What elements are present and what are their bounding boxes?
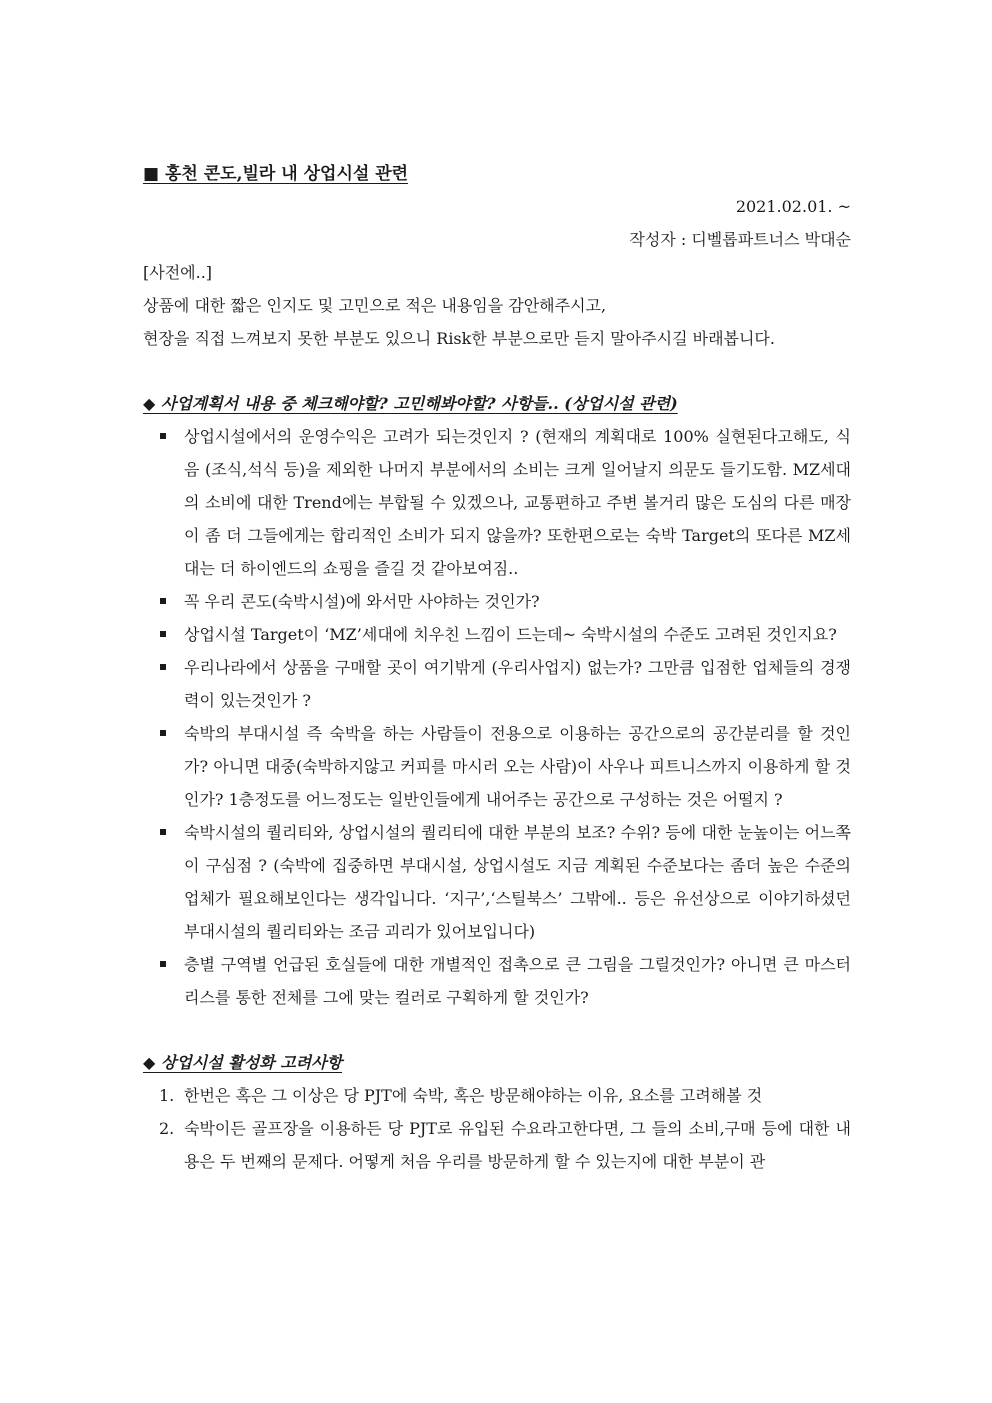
square-bullet-icon [160,598,166,604]
list-item [143,1112,851,1178]
document-title: ■ 홍천 콘도,빌라 내 상업시설 관련 [143,164,409,184]
list-item [143,816,851,948]
square-bullet-icon [160,433,166,439]
list-item-text: 우리나라에서 상품을 구매할 곳이 여기밖게 (우리사업지) 없는가? 그만큼 입점한 업체들의 경쟁력이 있는것인가 ? [184,658,851,710]
list-item [143,585,851,618]
list-item-text: 상업시설에서의 운영수익은 고려가 되는것인지 ? (현재의 계획대로 100% 실현된다고해도, 식음 (조식,석식 등)을 제외한 나머지 부분에서의 소비는 크게 일어날지 의문도 들기도함. MZ세대의 소비에 대한 Trend에는 부합될 수 있겠으나, 교통편하고 주변 볼거리 많은 도심의 다른 매장이 좀 더 그들에게는 합리적인 소비가 되지 않을까? 또한편으로는 숙박 Target의 또다른 MZ세대는 더 하이엔드의 쇼핑을 즐길 것 같아보여짐.. [184,427,851,578]
list-item-number: 1. [159,1086,175,1105]
list-item [143,618,851,651]
document-page [143,158,851,1178]
square-bullet-icon [160,961,166,967]
list-item [143,1079,851,1112]
checkpoint-list [143,420,851,1014]
list-item-text: 한번은 혹은 그 이상은 당 PJT에 숙박, 혹은 방문해야하는 이유, 요소를 고려해볼 것 [184,1086,763,1105]
square-bullet-icon [160,664,166,670]
list-item-text: 상업시설 Target이 ‘MZ’세대에 치우친 느낌이 드는데~ 숙박시설의 수준도 고려된 것인지요? [184,625,837,644]
list-item-text: 꼭 우리 콘도(숙박시설)에 와서만 사야하는 것인가? [184,592,540,611]
list-item-text: 숙박의 부대시설 즉 숙박을 하는 사람들이 전용으로 이용하는 공간으로의 공간분리를 할 것인가? 아니면 대중(숙박하지않고 커피를 마시러 오는 사람)이 사우나 피트니스까지 이용하게 할 것인가? 1층정도를 어느정도는 일반인들에게 내어주는 공간으로 구성하는 것은 어떨지 ? [184,724,851,809]
list-item [143,948,851,1014]
list-item [143,420,851,585]
square-bullet-icon [160,730,166,736]
section-heading-activation: ◆ 상업시설 활성화 고려사항 [143,1053,343,1072]
document-date: 2021.02.01. ~ [735,197,851,216]
square-bullet-icon [160,631,166,637]
document-author: 작성자 : 디벨롭파트너스 박대순 [629,230,851,249]
spacer [143,355,851,387]
list-item-text: 숙박시설의 퀄리티와, 상업시설의 퀄리티에 대한 부분의 보조? 수위? 등에 대한 눈높이는 어느쪽이 구심점 ? (숙박에 집중하면 부대시설, 상업시설도 지금 계획된 수준보다는 좀더 높은 수준의 업체가 필요해보인다는 생각입니다. ‘지구’,‘스틸북스’ 그밖에.. 등은 유선상으로 이야기하셨던 부대시설의 퀄리티와는 조금 괴리가 있어보입니다) [184,823,851,941]
square-bullet-icon [160,829,166,835]
preface-label: [사전에..] [143,263,213,282]
list-item [143,651,851,717]
preface-line: 현장을 직접 느껴보지 못한 부분도 있으니 Risk한 부분으로만 듣지 말아주시길 바래봅니다. [143,329,775,348]
list-item-text: 숙박이든 골프장을 이용하든 당 PJT로 유입된 수요라고한다면, 그 들의 소비,구매 등에 대한 내용은 두 번째의 문제다. 어떻게 처음 우리를 방문하게 할 수 있는지에 대한 부분이 관 [184,1119,851,1171]
section-heading-checkpoints: ◆ 사업계획서 내용 중 체크해야할? 고민해봐야할? 사항들.. (상업시설 관련) [143,394,678,413]
list-item-text: 층별 구역별 언급된 호실들에 대한 개별적인 접촉으로 큰 그림을 그릴것인가? 아니면 큰 마스터리스를 통한 전체를 그에 맞는 컬러로 구획하게 할 것인가? [184,955,851,1007]
preface-line: 상품에 대한 짧은 인지도 및 고민으로 적은 내용임을 감안해주시고, [143,296,607,315]
activation-list [143,1079,851,1178]
spacer [143,1014,851,1046]
list-item-number: 2. [159,1119,175,1138]
list-item [143,717,851,816]
